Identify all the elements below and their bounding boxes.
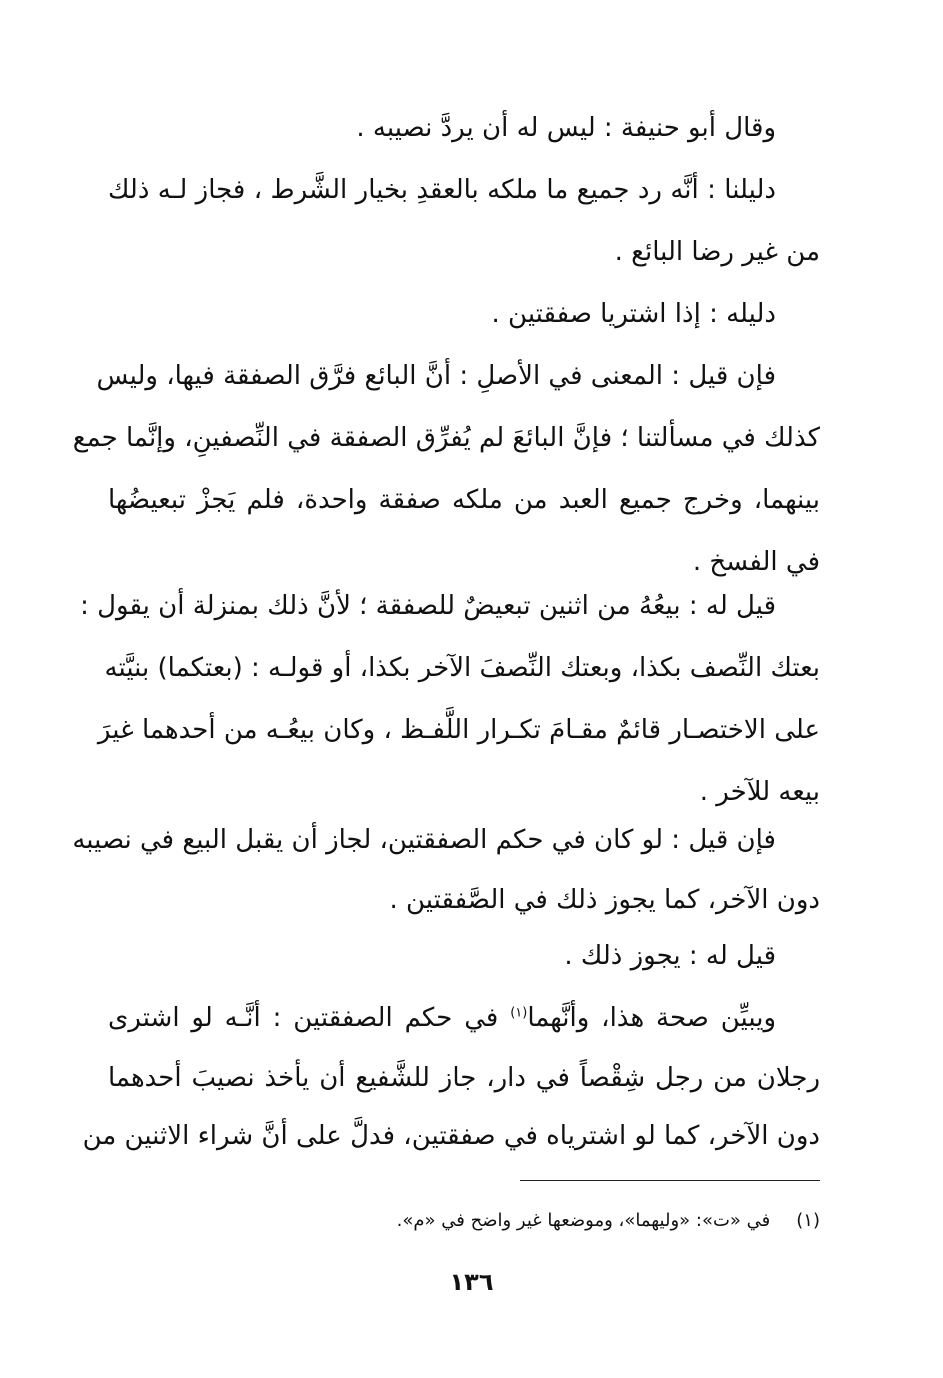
text-line-14: دون الآخر، كما يجوز ذلك في الصَّفقتين . [389,885,820,915]
text-line-7: بينهما، وخرج جميع العبد من ملكه صفقة واحدة، فلم يَجزْ تبعيضُها [108,485,820,515]
text-line-5: فإن قيل : المعنى في الأصلِ : أنَّ البائع فرَّق الصفقة فيها، وليس [96,361,776,391]
page-number: ١٣٦ [449,1268,494,1296]
footnote-number: (١) [796,1210,820,1231]
text-line-17: رجلان من رجل شِقْصاً في دار، جاز للشَّفيع أن يأخذ نصيبَ أحدهما [108,1063,820,1093]
text-line-10: بعتك النِّصف بكذا، وبعتك النِّصفَ الآخر بكذا، أو قولـه : (بعتكما) بنيَّته [104,653,820,683]
footnote-reference[interactable]: (١) [510,1005,528,1021]
text-line-18: دون الآخر، كما لو اشترياه في صفقتين، فدلَّ على أنَّ شراء الاثنين من [82,1121,820,1151]
text-line-12: بيعه للآخر . [699,777,820,807]
text-line-1: وقال أبو حنيفة : ليس له أن يردَّ نصيبه . [356,113,776,143]
text-line-4: دليله : إذا اشتريا صفقتين . [491,299,776,329]
text-line-11: على الاختصـار قائمٌ مقـامَ تكـرار اللَّفـظ ، وكان بيعُـه من أحدهما غيرَ [97,715,820,745]
text-line-15: قيل له : يجوز ذلك . [564,941,776,971]
footnote-separator [520,1180,820,1181]
footnote-text: في «ت»: «وليهما»، وموضعها غير واضح في «م». [396,1210,771,1231]
text-line-9: قيل له : بيعُهُ من اثنين تبعيضٌ للصفقة ؛ لأنَّ ذلك بمنزلة أن يقول : [80,591,776,621]
text-line-6: كذلك في مسألتنا ؛ فإنَّ البائعَ لم يُفرِّق الصفقة في النِّصفينِ، وإنَّما جمع [72,423,820,453]
footnote [120,1206,820,1236]
text-line-2: دليلنا : أنَّه رد جميع ما ملكه بالعقدِ بخيار الشَّرط ، فجاز لـه ذلك [108,175,776,205]
text-line-16-start: ويبيِّن صحة هذا، وأنَّهما [527,1003,777,1033]
text-line-3: من غير رضا البائع . [614,237,820,267]
text-line-13: فإن قيل : لو كان في حكم الصفقتين، لجاز أن يقبل البيع في نصيبه [72,825,776,855]
text-line-8: في الفسخ . [692,547,820,577]
text-line-16 [108,990,820,1046]
text-line-16-end: في حكم الصفقتين : أنَّـه لو اشترى [108,1003,511,1033]
